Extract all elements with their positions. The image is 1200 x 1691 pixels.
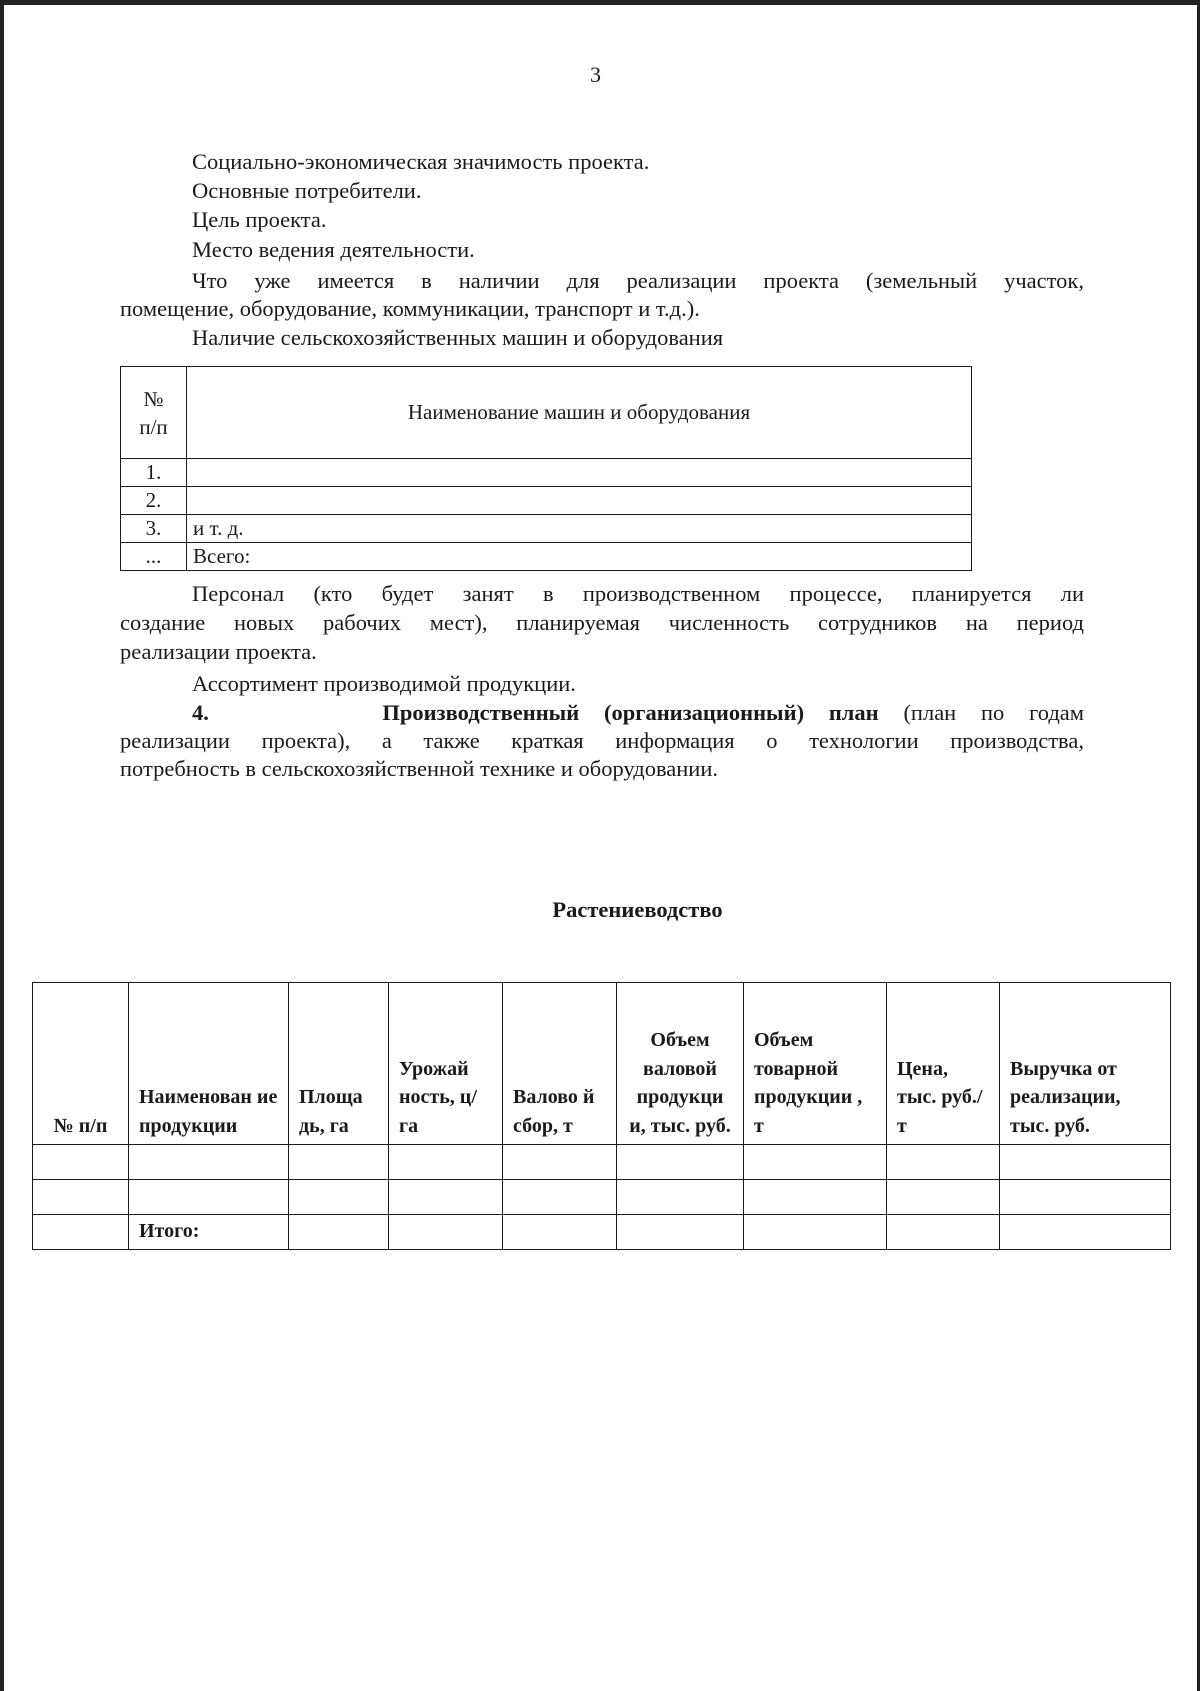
table-cell [1000,1145,1171,1180]
crop-header-revenue: Выручка от реализации, тыс. руб. [1000,983,1171,1145]
crop-header-price: Цена, тыс. руб./т [887,983,1000,1145]
table-cell [33,1215,129,1250]
machines-row-name [187,459,972,487]
machines-header-num: № п/п [121,367,187,459]
table-cell [887,1215,1000,1250]
crop-total-row [33,1215,1171,1250]
crop-header-num: № п/п [33,983,129,1145]
crop-header-marketable-output: Объем товарной продукции , т [744,983,887,1145]
table-cell [617,1215,744,1250]
table-cell [289,1215,389,1250]
table-cell [503,1180,617,1215]
crop-total-label: Итого: [129,1215,289,1250]
crop-header-gross-harvest: Валово й сбор, т [503,983,617,1145]
crop-header-yield: Урожай ность, ц/га [389,983,503,1145]
page-number: 3 [590,62,601,87]
plan-number: 4. [192,700,209,725]
machines-row-num: ... [121,543,187,571]
machines-heading: Наличие сельскохозяйственных машин и оборудования [192,325,724,350]
table-cell [503,1215,617,1250]
table-row [121,543,972,571]
table-cell [744,1145,887,1180]
page-border-top [0,0,1200,5]
table-cell [389,1215,503,1250]
table-cell [33,1180,129,1215]
plan-line-1: 4. Производственный (организационный) план (план по годам [192,700,1085,725]
machines-row-num: 2. [121,487,187,515]
plan-line-3: потребность в сельскохозяйственной технике и оборудовании. [120,756,719,781]
plan-title: Производственный (организационный) план [382,700,879,725]
table-cell [33,1145,129,1180]
crop-table [32,982,1171,1250]
table-row [121,515,972,543]
crop-table-header-row [33,983,1171,1145]
table-cell [129,1145,289,1180]
availability-line-2: помещение, оборудование, коммуникации, транспорт и т.д.). [120,296,700,321]
table-cell [129,1180,289,1215]
table-cell [503,1145,617,1180]
machines-row-num: 1. [121,459,187,487]
table-cell [617,1145,744,1180]
machines-header-name: Наименование машин и оборудования [187,367,972,459]
table-cell [617,1180,744,1215]
personnel-line-1: Персонал (кто будет занят в производственном процессе, планируется ли [192,581,1084,606]
availability-line-1: Что уже имеется в наличии для реализации проекта (земельный участок, [192,268,1084,293]
machines-table-header-row [121,367,972,459]
machines-row-name [187,487,972,515]
table-cell [744,1180,887,1215]
table-cell [1000,1215,1171,1250]
machines-row-num: 3. [121,515,187,543]
table-cell [289,1145,389,1180]
line-main-consumers: Основные потребители. [192,178,422,203]
plan-line-2: реализации проекта), а также краткая информация о технологии производства, [120,728,1084,753]
crop-section-title: Растениеводство [552,897,723,922]
table-cell [1000,1180,1171,1215]
line-social-significance: Социально-экономическая значимость проекта. [192,149,650,174]
assortment-line: Ассортимент производимой продукции. [192,671,576,696]
crop-header-product: Наименован ие продукции [129,983,289,1145]
machines-table [120,366,972,571]
table-row [33,1145,1171,1180]
table-cell [289,1180,389,1215]
table-row [33,1180,1171,1215]
personnel-line-2: создание новых рабочих мест), планируемая численность сотрудников на период [120,610,1084,635]
page-border-left [0,0,4,1691]
table-cell [887,1145,1000,1180]
personnel-line-3: реализации проекта. [120,639,317,664]
table-row [121,459,972,487]
machines-row-name: и т. д. [187,515,972,543]
table-cell [389,1180,503,1215]
table-cell [887,1180,1000,1215]
machines-row-name: Всего: [187,543,972,571]
table-cell [744,1215,887,1250]
table-row [121,487,972,515]
line-activity-location: Место ведения деятельности. [192,237,475,262]
crop-header-area: Площа дь, га [289,983,389,1145]
table-cell [389,1145,503,1180]
line-project-goal: Цель проекта. [192,207,327,232]
crop-header-gross-output: Объем валовой продукци и, тыс. руб. [617,983,744,1145]
